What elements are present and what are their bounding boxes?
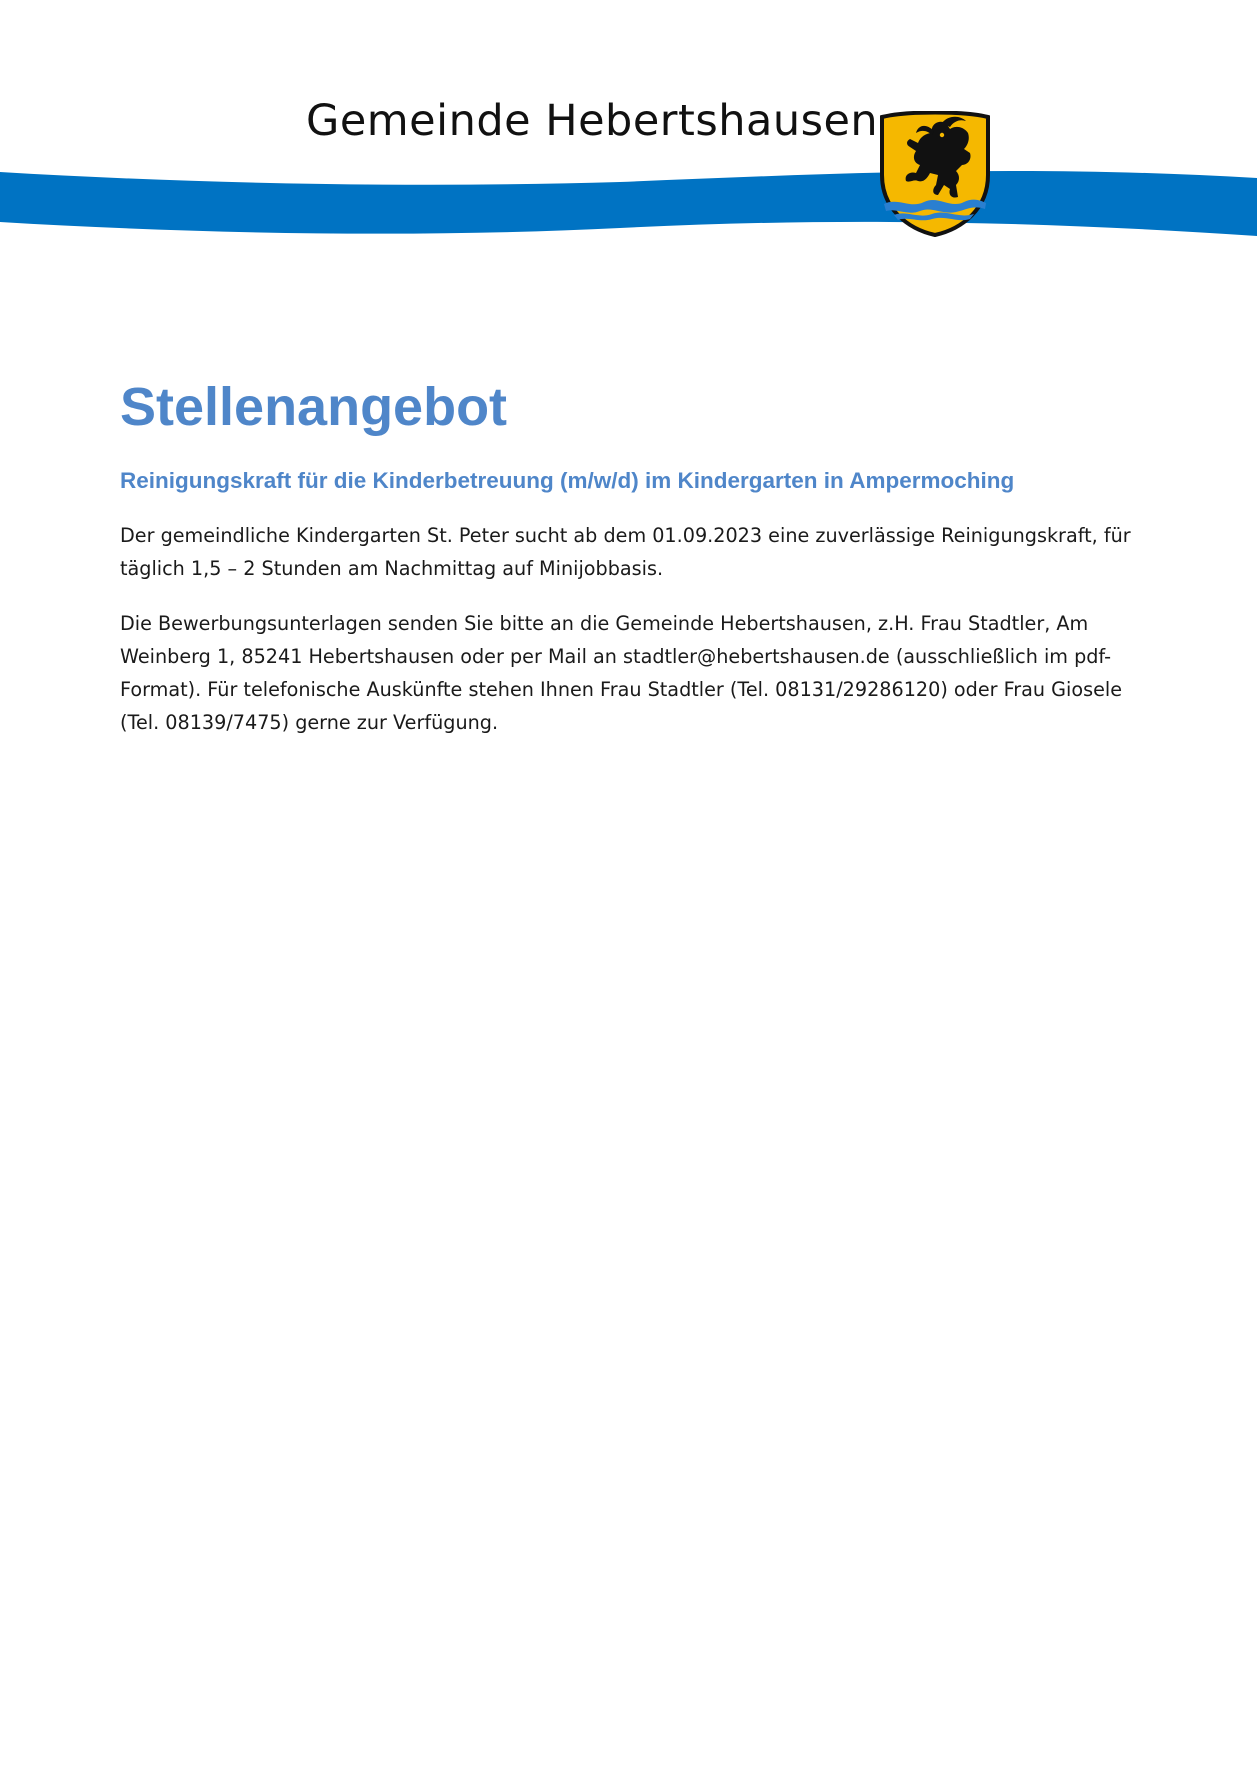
wave-band-shape	[0, 171, 1257, 236]
paragraph-job-description	[120, 519, 1140, 585]
text-line: täglich 1,5 – 2 Stunden am Nachmittag auf Minijobbasis.	[120, 557, 664, 580]
header-wave-band	[0, 150, 1257, 250]
job-subtitle: Reinigungskraft für die Kinderbetreuung (m/w/d) im Kindergarten in Ampermoching	[120, 468, 1015, 493]
municipality-name: Gemeinde Hebertshausen	[306, 96, 879, 146]
text-line: Format). Für telefonische Auskünfte stehen Ihnen Frau Stadtler (Tel. 08131/29286120) oder Frau Giosele	[120, 678, 1123, 701]
paragraph-application-info	[120, 607, 1140, 739]
text-line: Die Bewerbungsunterlagen senden Sie bitte an die Gemeinde Hebertshausen, z.H. Frau Stadtler, Am	[120, 612, 1089, 635]
text-line: (Tel. 08139/7475) gerne zur Verfügung.	[120, 711, 499, 734]
text-line: Weinberg 1, 85241 Hebertshausen oder per Mail an stadtler@hebertshausen.de (ausschließlich im pdf-	[120, 645, 1112, 668]
text-line: Der gemeindliche Kindergarten St. Peter sucht ab dem 01.09.2023 eine zuverlässige Reinigungskraft, für	[120, 524, 1131, 547]
coat-of-arms-icon	[876, 111, 994, 237]
document-title: Stellenangebot	[120, 377, 508, 437]
